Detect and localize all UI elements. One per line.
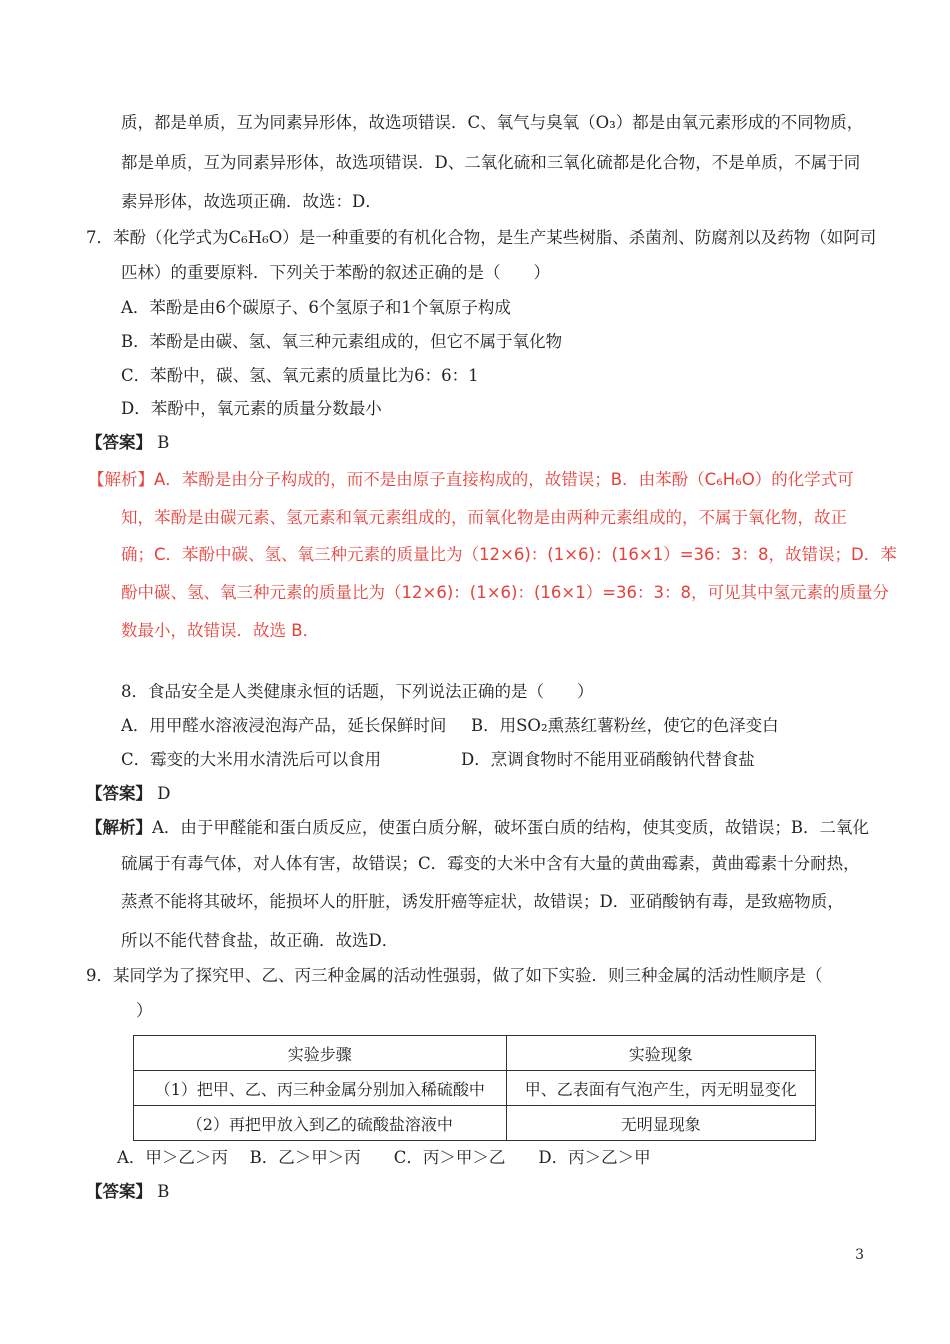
q7-analysis-text-1: A．苯酚是由分子构成的，而不是由原子直接构成的，故错误；B．由苯酚（C₆H₆O）的化学式可	[154, 470, 854, 489]
prev-solution-line-2: 都是单质，互为同素异形体，故选项错误．D、二氧化硫和三氧化硫都是化合物，不是单质，不属于同	[121, 153, 861, 172]
q9-stem-line-1: 9．某同学为了探究甲、乙、丙三种金属的活动性强弱，做了如下实验．则三种金属的活动性顺序是（	[86, 966, 823, 985]
table-header-row	[134, 1036, 816, 1071]
q8-answer-label: 【答案】	[86, 784, 152, 803]
q8-answer-value: D	[157, 784, 171, 803]
q9-stem-line-2: ）	[136, 1001, 153, 1020]
table-row	[134, 1106, 816, 1141]
q8-option-c: C．霉变的大米用水清洗后可以食用	[121, 750, 382, 769]
q9-answer-value: B	[157, 1182, 170, 1201]
q7-option-d: D．苯酚中，氧元素的质量分数最小	[121, 399, 382, 418]
table-row	[134, 1071, 816, 1106]
q7-answer	[86, 432, 169, 454]
table-cell: （2）再把甲放入到乙的硫酸盐溶液中	[134, 1106, 507, 1141]
q8-option-b: B．用SO₂熏蒸红薯粉丝，使它的色泽变白	[471, 716, 779, 735]
table-cell: 甲、乙表面有气泡产生，丙无明显变化	[506, 1071, 815, 1106]
table-header-cell: 实验步骤	[134, 1036, 507, 1071]
q8-analysis-line-1	[86, 817, 869, 839]
q7-option-a: A．苯酚是由6个碳原子、6个氢原子和1个氧原子构成	[121, 298, 511, 317]
q8-stem: 8．食品安全是人类健康永恒的话题，下列说法正确的是（ ）	[121, 682, 594, 701]
q8-analysis-text-1: A．由于甲醛能和蛋白质反应，使蛋白质分解，破坏蛋白质的结构，使其变质，故错误；B．二氧化	[152, 818, 870, 837]
prev-solution-line-3: 素异形体，故选项正确．故选：D．	[121, 192, 382, 211]
q8-analysis-label: 【解析】	[86, 818, 152, 837]
table-header-cell: 实验现象	[506, 1036, 815, 1071]
q7-analysis-line-3: 确；C．苯酚中碳、氢、氧三种元素的质量比为（12×6)：(1×6)：(16×1）=36：3：8，故错误；D．苯	[121, 545, 897, 564]
table-cell: 无明显现象	[506, 1106, 815, 1141]
q7-answer-label: 【答案】	[86, 433, 152, 452]
experiment-table	[133, 1035, 816, 1141]
q7-analysis-line-4: 酚中碳、氢、氧三种元素的质量比为（12×6)：(1×6)：(16×1）=36：3：8，可见其中氢元素的质量分	[121, 583, 890, 602]
q9-answer-label: 【答案】	[86, 1182, 152, 1201]
q7-stem-line-2: 匹林）的重要原料．下列关于苯酚的叙述正确的是（ ）	[121, 263, 550, 282]
q7-analysis-line-2: 知，苯酚是由碳元素、氢元素和氧元素组成的，而氧化物是由两种元素组成的，不属于氧化物，故正	[121, 508, 847, 527]
q9-answer	[86, 1181, 169, 1203]
q9-options: A．甲＞乙＞丙 B．乙＞甲＞丙 C．丙＞甲＞乙 D．丙＞乙＞甲	[117, 1148, 651, 1167]
q8-option-a: A．用甲醛水溶液浸泡海产品，延长保鲜时间	[121, 716, 447, 735]
q8-analysis-line-4: 所以不能代替食盐，故正确．故选D．	[121, 931, 399, 950]
prev-solution-line-1: 质，都是单质，互为同素异形体，故选项错误．C、氧气与臭氧（O₃）都是由氧元素形成的不同物质，	[121, 113, 864, 132]
q7-stem-line-1: 7．苯酚（化学式为C₆H₆O）是一种重要的有机化合物，是生产某些树脂、杀菌剂、防腐剂以及药物（如阿司	[86, 228, 877, 247]
table-cell: （1）把甲、乙、丙三种金属分别加入稀硫酸中	[134, 1071, 507, 1106]
q7-option-b: B．苯酚是由碳、氢、氧三种元素组成的，但它不属于氧化物	[121, 332, 563, 351]
q8-answer	[86, 783, 170, 805]
page-number: 3	[855, 1247, 864, 1263]
q7-answer-value: B	[157, 433, 170, 452]
q7-analysis-label: 【解析】	[88, 470, 154, 489]
q8-analysis-line-3: 蒸煮不能将其破坏，能损坏人的肝脏，诱发肝癌等症状，故错误；D．亚硝酸钠有毒，是致癌物质，	[121, 892, 844, 911]
q7-option-c: C．苯酚中，碳、氢、氧元素的质量比为6：6：1	[121, 366, 479, 385]
q8-analysis-line-2: 硫属于有毒气体，对人体有害，故错误；C．霉变的大米中含有大量的黄曲霉素，黄曲霉素十分耐热，	[121, 854, 860, 873]
q7-analysis-line-5: 数最小，故错误．故选 B．	[121, 621, 320, 640]
q7-analysis-line-1	[88, 469, 854, 491]
q8-option-d: D．烹调食物时不能用亚硝酸钠代替食盐	[461, 750, 755, 769]
